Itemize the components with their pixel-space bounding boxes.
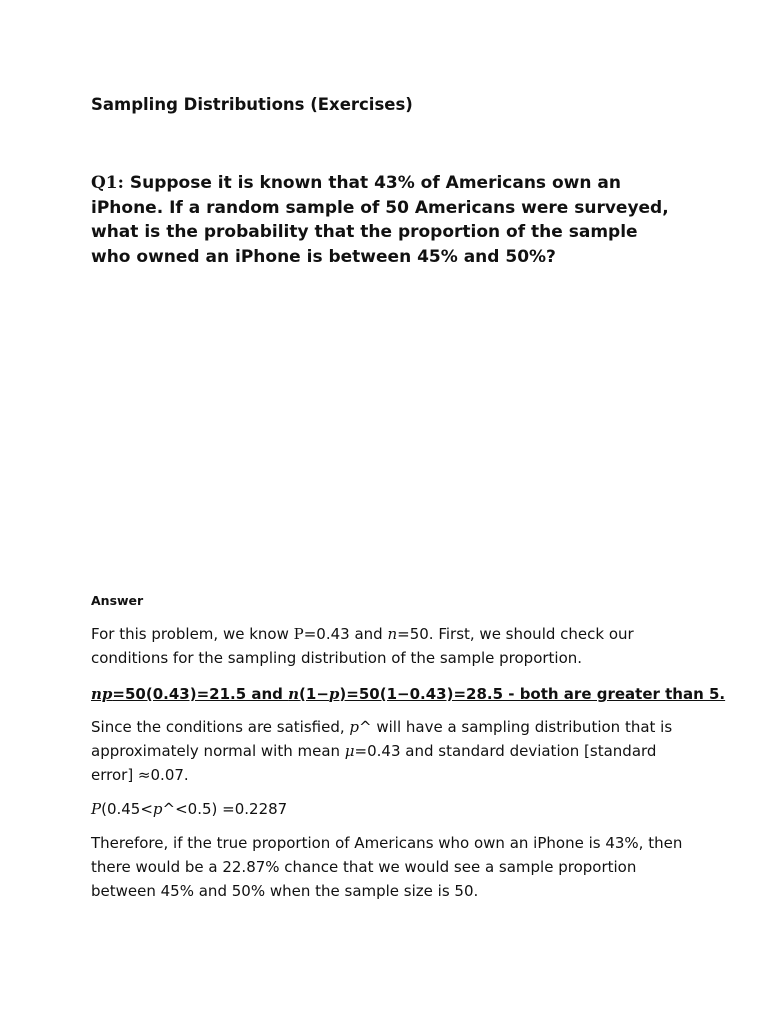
text-run: ^<0.5) =0.2287 (162, 800, 288, 818)
math-symbol: n (387, 625, 398, 643)
answer-heading: Answer (91, 593, 144, 608)
text-run: )=50(1−0.43)=28.5 - both are greater than 5. (339, 685, 726, 703)
math-symbol: p (349, 718, 360, 736)
question-number: Q1: (91, 173, 124, 193)
math-symbol: p (152, 800, 163, 818)
math-symbol: np (91, 685, 113, 703)
math-symbol: μ (344, 742, 355, 760)
question-1 (91, 171, 681, 269)
answer-paragraph-3 (91, 715, 691, 787)
text-run: Since the conditions are satisfied, (91, 718, 350, 736)
answer-conditions-line (91, 682, 726, 706)
math-symbol: P (293, 625, 304, 643)
math-symbol: P (91, 800, 102, 818)
question-text: Suppose it is known that 43% of Americans own an iPhone. If a random sample of 50 Americans were surveyed, what is the probability that the proportion of the sample who owned an iPhone is between 45% and 50%? (91, 173, 669, 267)
answer-paragraph-1 (91, 622, 691, 670)
document-title: Sampling Distributions (Exercises) (91, 95, 413, 114)
answer-conclusion: Therefore, if the true proportion of Americans who own an iPhone is 43%, then there would be a 22.87% chance that we would see a sample proportion between 45% and 50% when the sample size is 50. (91, 834, 683, 900)
text-run: =50. First, we should check our conditions for the sampling distribution of the sample proportion. (91, 625, 634, 667)
math-symbol: n (288, 685, 300, 703)
text-run: (0.45< (101, 800, 153, 818)
text-run: =50(0.43)=21.5 and (112, 685, 289, 703)
math-symbol: p (328, 685, 340, 703)
text-run: (1− (299, 685, 329, 703)
text-run: =0.43 and standard deviation [standard error] ≈0.07. (91, 742, 657, 784)
text-run: =0.43 and (303, 625, 388, 643)
text-run: ^ will have a sampling distribution that is approximately normal with mean (91, 718, 673, 760)
answer-probability-line (91, 797, 691, 821)
text-run: For this problem, we know (91, 625, 294, 643)
